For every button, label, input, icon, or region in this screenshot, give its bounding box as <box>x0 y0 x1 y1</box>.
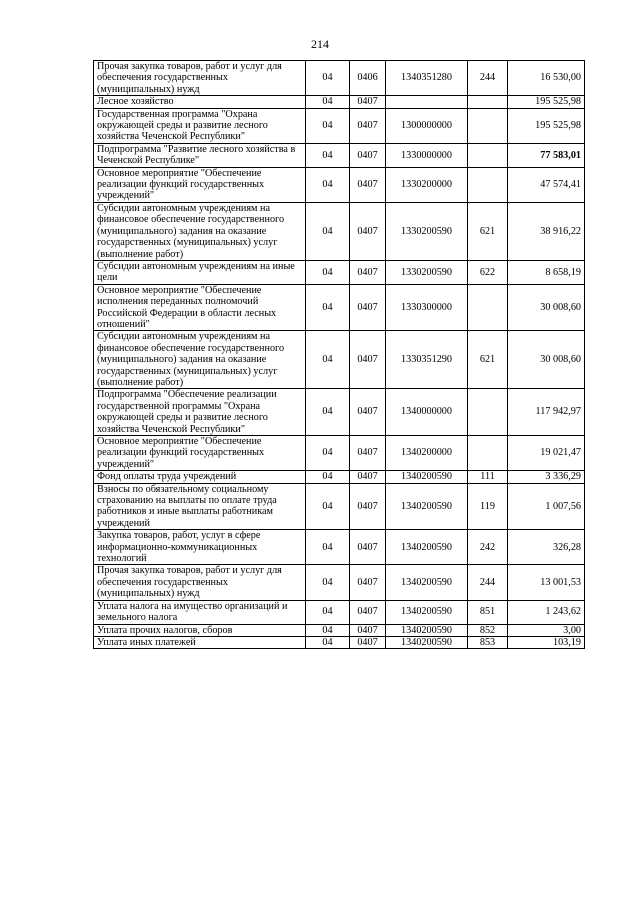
expense-type-cell: 242 <box>468 530 508 565</box>
amount-cell: 3,00 <box>508 624 585 636</box>
table-row <box>94 471 585 483</box>
target-article-cell: 1340200590 <box>386 471 468 483</box>
target-article-cell <box>386 96 468 108</box>
subsection-cell: 0406 <box>350 61 386 96</box>
expense-type-cell: 851 <box>468 600 508 624</box>
budget-table-body <box>94 61 585 649</box>
item-name-cell: Субсидии автономным учреждениям на финансовое обеспечение государственного (муниципального) задания на оказание государственных (муниципальных) услуг (выполнение работ) <box>94 331 306 389</box>
amount-cell: 3 336,29 <box>508 471 585 483</box>
table-row <box>94 260 585 284</box>
table-row <box>94 624 585 636</box>
item-name-cell: Основное мероприятие "Обеспечение реализации функций государственных учреждений" <box>94 167 306 202</box>
amount-cell: 195 525,98 <box>508 96 585 108</box>
table-row <box>94 636 585 648</box>
table-row <box>94 96 585 108</box>
expense-type-cell <box>468 284 508 331</box>
expense-type-cell <box>468 389 508 436</box>
item-name-cell: Подпрограмма "Обеспечение реализации государственной программы "Охрана окружающей среды и развитие лесного хозяйства Чеченской Республики" <box>94 389 306 436</box>
expense-type-cell <box>468 436 508 471</box>
amount-cell: 77 583,01 <box>508 143 585 167</box>
chapter-cell: 04 <box>306 483 350 530</box>
expense-type-cell: 244 <box>468 565 508 600</box>
subsection-cell: 0407 <box>350 530 386 565</box>
item-name-cell: Фонд оплаты труда учреждений <box>94 471 306 483</box>
chapter-cell: 04 <box>306 624 350 636</box>
table-row <box>94 108 585 143</box>
subsection-cell: 0407 <box>350 143 386 167</box>
target-article-cell: 1340200590 <box>386 600 468 624</box>
chapter-cell: 04 <box>306 471 350 483</box>
target-article-cell: 1330200590 <box>386 260 468 284</box>
chapter-cell: 04 <box>306 600 350 624</box>
table-row <box>94 483 585 530</box>
target-article-cell: 1330200590 <box>386 202 468 260</box>
chapter-cell: 04 <box>306 284 350 331</box>
target-article-cell: 1340351280 <box>386 61 468 96</box>
table-row <box>94 331 585 389</box>
table-row <box>94 436 585 471</box>
subsection-cell: 0407 <box>350 471 386 483</box>
amount-cell: 8 658,19 <box>508 260 585 284</box>
table-row <box>94 600 585 624</box>
expense-type-cell <box>468 167 508 202</box>
amount-cell: 103,19 <box>508 636 585 648</box>
target-article-cell: 1330351290 <box>386 331 468 389</box>
chapter-cell: 04 <box>306 436 350 471</box>
budget-table <box>93 60 585 649</box>
item-name-cell: Государственная программа "Охрана окружающей среды и развитие лесного хозяйства Чеченской Республики" <box>94 108 306 143</box>
amount-cell: 38 916,22 <box>508 202 585 260</box>
table-row <box>94 565 585 600</box>
target-article-cell: 1330000000 <box>386 143 468 167</box>
subsection-cell: 0407 <box>350 284 386 331</box>
target-article-cell: 1300000000 <box>386 108 468 143</box>
subsection-cell: 0407 <box>350 636 386 648</box>
expense-type-cell: 244 <box>468 61 508 96</box>
table-row <box>94 284 585 331</box>
target-article-cell: 1330300000 <box>386 284 468 331</box>
expense-type-cell <box>468 143 508 167</box>
target-article-cell: 1340200000 <box>386 436 468 471</box>
expense-type-cell: 111 <box>468 471 508 483</box>
item-name-cell: Уплата прочих налогов, сборов <box>94 624 306 636</box>
item-name-cell: Взносы по обязательному социальному страхованию на выплаты по оплате труда работников и иные выплаты работникам учреждений <box>94 483 306 530</box>
amount-cell: 19 021,47 <box>508 436 585 471</box>
item-name-cell: Уплата иных платежей <box>94 636 306 648</box>
amount-cell: 47 574,41 <box>508 167 585 202</box>
subsection-cell: 0407 <box>350 108 386 143</box>
expense-type-cell <box>468 108 508 143</box>
chapter-cell: 04 <box>306 167 350 202</box>
chapter-cell: 04 <box>306 260 350 284</box>
amount-cell: 195 525,98 <box>508 108 585 143</box>
target-article-cell: 1330200000 <box>386 167 468 202</box>
chapter-cell: 04 <box>306 331 350 389</box>
subsection-cell: 0407 <box>350 202 386 260</box>
expense-type-cell: 852 <box>468 624 508 636</box>
chapter-cell: 04 <box>306 202 350 260</box>
subsection-cell: 0407 <box>350 260 386 284</box>
subsection-cell: 0407 <box>350 483 386 530</box>
amount-cell: 326,28 <box>508 530 585 565</box>
table-row <box>94 530 585 565</box>
item-name-cell: Прочая закупка товаров, работ и услуг для обеспечения государственных (муниципальных) нужд <box>94 61 306 96</box>
subsection-cell: 0407 <box>350 624 386 636</box>
expense-type-cell: 853 <box>468 636 508 648</box>
item-name-cell: Прочая закупка товаров, работ и услуг для обеспечения государственных (муниципальных) нужд <box>94 565 306 600</box>
chapter-cell: 04 <box>306 96 350 108</box>
amount-cell: 1 007,56 <box>508 483 585 530</box>
item-name-cell: Основное мероприятие "Обеспечение реализации функций государственных учреждений" <box>94 436 306 471</box>
expense-type-cell: 621 <box>468 202 508 260</box>
subsection-cell: 0407 <box>350 565 386 600</box>
amount-cell: 117 942,97 <box>508 389 585 436</box>
chapter-cell: 04 <box>306 636 350 648</box>
table-row <box>94 389 585 436</box>
subsection-cell: 0407 <box>350 331 386 389</box>
subsection-cell: 0407 <box>350 96 386 108</box>
amount-cell: 30 008,60 <box>508 331 585 389</box>
amount-cell: 1 243,62 <box>508 600 585 624</box>
expense-type-cell: 119 <box>468 483 508 530</box>
target-article-cell: 1340000000 <box>386 389 468 436</box>
chapter-cell: 04 <box>306 108 350 143</box>
target-article-cell: 1340200590 <box>386 624 468 636</box>
table-row <box>94 202 585 260</box>
chapter-cell: 04 <box>306 530 350 565</box>
subsection-cell: 0407 <box>350 389 386 436</box>
target-article-cell: 1340200590 <box>386 565 468 600</box>
item-name-cell: Лесное хозяйство <box>94 96 306 108</box>
amount-cell: 16 530,00 <box>508 61 585 96</box>
expense-type-cell: 622 <box>468 260 508 284</box>
table-row <box>94 61 585 96</box>
page-number: 214 <box>311 37 329 51</box>
chapter-cell: 04 <box>306 565 350 600</box>
amount-cell: 30 008,60 <box>508 284 585 331</box>
target-article-cell: 1340200590 <box>386 530 468 565</box>
item-name-cell: Подпрограмма "Развитие лесного хозяйства в Чеченской Республике" <box>94 143 306 167</box>
subsection-cell: 0407 <box>350 436 386 471</box>
subsection-cell: 0407 <box>350 600 386 624</box>
item-name-cell: Субсидии автономным учреждениям на финансовое обеспечение государственного (муниципального) задания на оказание государственных (муниципальных) услуг (выполнение работ) <box>94 202 306 260</box>
item-name-cell: Закупка товаров, работ, услуг в сфере информационно-коммуникационных технологий <box>94 530 306 565</box>
target-article-cell: 1340200590 <box>386 483 468 530</box>
item-name-cell: Основное мероприятие "Обеспечение исполнения переданных полномочий Российской Федерации в области лесных отношений" <box>94 284 306 331</box>
chapter-cell: 04 <box>306 61 350 96</box>
item-name-cell: Субсидии автономным учреждениям на иные цели <box>94 260 306 284</box>
table-row <box>94 167 585 202</box>
chapter-cell: 04 <box>306 143 350 167</box>
amount-cell: 13 001,53 <box>508 565 585 600</box>
target-article-cell: 1340200590 <box>386 636 468 648</box>
chapter-cell: 04 <box>306 389 350 436</box>
expense-type-cell: 621 <box>468 331 508 389</box>
expense-type-cell <box>468 96 508 108</box>
item-name-cell: Уплата налога на имущество организаций и земельного налога <box>94 600 306 624</box>
subsection-cell: 0407 <box>350 167 386 202</box>
table-row <box>94 143 585 167</box>
